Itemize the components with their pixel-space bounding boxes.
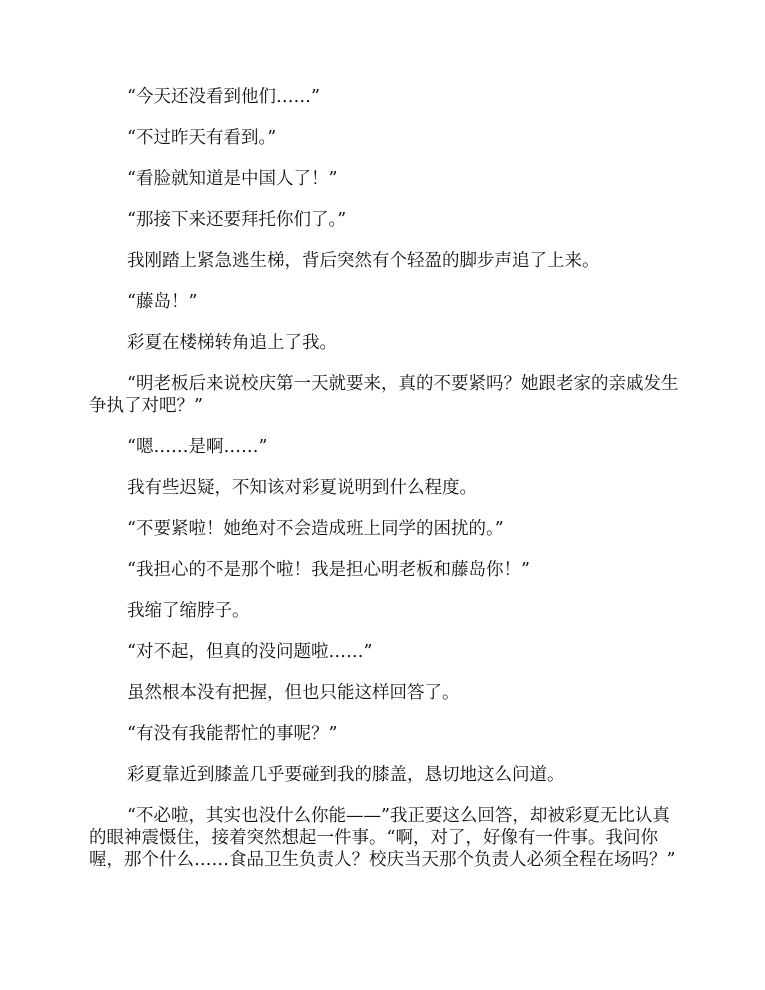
paragraph: “不过昨天有看到。”: [127, 128, 277, 148]
paragraph: “今天还没看到他们……”: [127, 87, 320, 107]
paragraph: 我刚踏上紧急逃生梯，背后突然有个轻盈的脚步声追了上来。: [127, 251, 600, 271]
paragraph: 我有些迟疑，不知该对彩夏说明到什么程度。: [127, 478, 477, 498]
paragraph: “嗯……是啊……”: [127, 437, 268, 457]
paragraph: 虽然根本没有把握，但也只能这样回答了。: [127, 683, 460, 703]
paragraph: 我缩了缩脖子。: [127, 601, 250, 621]
paragraph: “明老板后来说校庆第一天就要来，真的不要紧吗？她跟老家的亲戚发生争执了对吧？”: [89, 374, 679, 416]
paragraph: 彩夏靠近到膝盖几乎要碰到我的膝盖，恳切地这么问道。: [127, 765, 565, 785]
paragraph: 彩夏在楼梯转角追上了我。: [127, 333, 337, 353]
paragraph: “那接下来还要拜托你们了。”: [127, 210, 347, 230]
paragraph: “看脸就知道是中国人了！”: [127, 169, 338, 189]
paragraph: “我担心的不是那个啦！我是担心明老板和藤岛你！”: [127, 560, 530, 580]
paragraph: “有没有我能帮忙的事呢？”: [127, 724, 338, 744]
paragraph: “对不起，但真的没问题啦……”: [127, 642, 373, 662]
paragraph: “藤岛！”: [127, 292, 198, 312]
paragraph: “不必啦，其实也没什么你能——”我正要这么回答，却被彩夏无比认真的眼神震慑住，接着突然想起一件事。“啊，对了，好像有一件事。我问你喔，那个什么……食品卫生负责人？校庆当天那个负责人必须全程在场吗？”: [89, 806, 676, 870]
paragraph: “不要紧啦！她绝对不会造成班上同学的困扰的。”: [127, 519, 504, 539]
